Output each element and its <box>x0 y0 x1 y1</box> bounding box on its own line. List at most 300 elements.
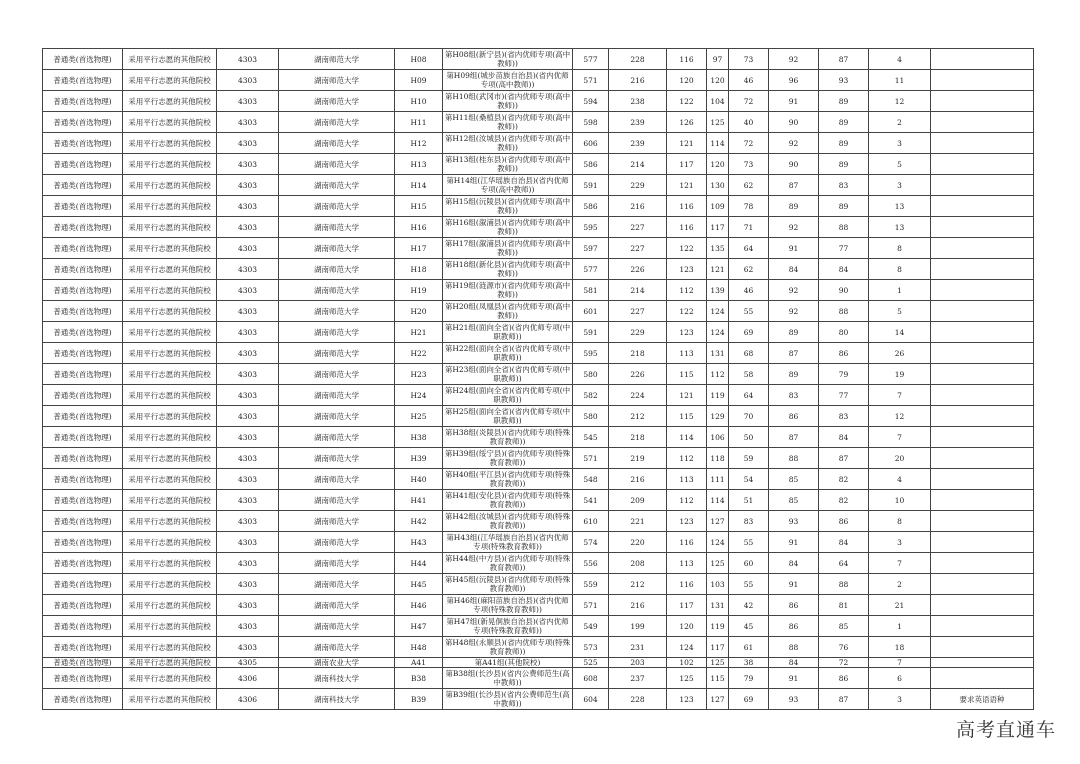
school-code-cell: 4303 <box>217 427 279 448</box>
school-code-cell: 4303 <box>217 595 279 616</box>
group-name-cell: 第H22组(面向全省)(省内优师专项(中职教师)) <box>443 343 573 364</box>
group-name-cell: 第H23组(面向全省)(省内优师专项(中职教师)) <box>443 364 573 385</box>
note-cell <box>931 595 1034 616</box>
elective2-score-cell: 91 <box>769 91 819 112</box>
batch-cell: 采用平行志愿的其他院校 <box>123 427 217 448</box>
subject-score-cell: 97 <box>707 49 729 70</box>
chinese-math-score-cell: 224 <box>609 385 667 406</box>
table-row <box>43 364 1034 385</box>
school-code-cell: 4303 <box>217 637 279 658</box>
group-name-cell: 第H09组(城步苗族自治县)(省内优师专项(高中教师)) <box>443 70 573 91</box>
min-score-cell: 571 <box>573 70 609 91</box>
chinese-math-score-cell: 227 <box>609 301 667 322</box>
group-code-cell: H17 <box>395 238 443 259</box>
table-row <box>43 343 1034 364</box>
subject-score-cell: 131 <box>707 343 729 364</box>
english-score-cell: 113 <box>667 553 707 574</box>
min-score-cell: 580 <box>573 364 609 385</box>
school-name-cell: 湖南师范大学 <box>279 133 395 154</box>
elective2-score-cell: 92 <box>769 217 819 238</box>
table-row <box>43 217 1034 238</box>
min-score-cell: 604 <box>573 689 609 710</box>
type-cell: 普通类(首选物理) <box>43 154 123 175</box>
school-code-cell: 4303 <box>217 385 279 406</box>
elective2-score-cell: 92 <box>769 280 819 301</box>
type-cell: 普通类(首选物理) <box>43 322 123 343</box>
school-name-cell: 湖南师范大学 <box>279 238 395 259</box>
type-cell: 普通类(首选物理) <box>43 637 123 658</box>
elective2-score-cell: 89 <box>769 364 819 385</box>
note-cell <box>931 532 1034 553</box>
batch-cell: 采用平行志愿的其他院校 <box>123 196 217 217</box>
subject-score-cell: 114 <box>707 133 729 154</box>
group-name-cell: 第H46组(麻阳苗族自治县)(省内优师专项(特殊教育教师)) <box>443 595 573 616</box>
count-cell: 1 <box>869 616 931 637</box>
school-code-cell: 4303 <box>217 280 279 301</box>
table-row <box>43 133 1034 154</box>
table-row <box>43 259 1034 280</box>
admission-table-sheet <box>42 48 1034 710</box>
elective2-score-cell: 89 <box>769 322 819 343</box>
note-cell <box>931 238 1034 259</box>
note-cell <box>931 133 1034 154</box>
elective2-score-cell: 96 <box>769 70 819 91</box>
english-score-cell: 113 <box>667 469 707 490</box>
elective2-score-cell: 93 <box>769 511 819 532</box>
school-name-cell: 湖南师范大学 <box>279 616 395 637</box>
chinese-math-score-cell: 239 <box>609 133 667 154</box>
min-score-cell: 595 <box>573 217 609 238</box>
subject-score-cell: 114 <box>707 490 729 511</box>
chinese-math-score-cell: 220 <box>609 532 667 553</box>
chinese-math-score-cell: 216 <box>609 196 667 217</box>
chinese-math-score-cell: 239 <box>609 112 667 133</box>
english-score-cell: 117 <box>667 154 707 175</box>
school-code-cell: 4303 <box>217 91 279 112</box>
min-score-cell: 598 <box>573 112 609 133</box>
count-cell: 11 <box>869 70 931 91</box>
batch-cell: 采用平行志愿的其他院校 <box>123 301 217 322</box>
note-cell <box>931 574 1034 595</box>
group-code-cell: H12 <box>395 133 443 154</box>
elective2-score-cell: 87 <box>769 175 819 196</box>
elective2-score-cell: 90 <box>769 154 819 175</box>
elective-score-cell: 78 <box>729 196 769 217</box>
english-score-cell: 122 <box>667 301 707 322</box>
elective-score-cell: 70 <box>729 406 769 427</box>
group-code-cell: H19 <box>395 280 443 301</box>
type-cell: 普通类(首选物理) <box>43 406 123 427</box>
batch-cell: 采用平行志愿的其他院校 <box>123 595 217 616</box>
elective2-score-cell: 92 <box>769 49 819 70</box>
school-code-cell: 4303 <box>217 301 279 322</box>
note-cell <box>931 511 1034 532</box>
subject-score-cell: 127 <box>707 689 729 710</box>
subject-score-cell: 109 <box>707 196 729 217</box>
type-cell: 普通类(首选物理) <box>43 616 123 637</box>
school-name-cell: 湖南师范大学 <box>279 343 395 364</box>
group-name-cell: 第H24组(面向全省)(省内优师专项(中职教师)) <box>443 385 573 406</box>
chinese-math-score-cell: 229 <box>609 322 667 343</box>
table-row <box>43 616 1034 637</box>
elective2-score-cell: 89 <box>769 196 819 217</box>
note-cell <box>931 49 1034 70</box>
min-score-cell: 601 <box>573 301 609 322</box>
elective-score-cell: 46 <box>729 70 769 91</box>
group-code-cell: H42 <box>395 511 443 532</box>
school-name-cell: 湖南科技大学 <box>279 668 395 689</box>
chinese-math-score-cell: 208 <box>609 553 667 574</box>
group-name-cell: 第H25组(面向全省)(省内优师专项(中职教师)) <box>443 406 573 427</box>
note-cell <box>931 427 1034 448</box>
subject-score-cell: 125 <box>707 658 729 668</box>
elective3-score-cell: 64 <box>819 553 869 574</box>
count-cell: 7 <box>869 553 931 574</box>
school-name-cell: 湖南师范大学 <box>279 175 395 196</box>
note-cell <box>931 490 1034 511</box>
count-cell: 13 <box>869 217 931 238</box>
group-name-cell: 第H12组(汝城县)(省内优师专项(高中教师)) <box>443 133 573 154</box>
batch-cell: 采用平行志愿的其他院校 <box>123 406 217 427</box>
batch-cell: 采用平行志愿的其他院校 <box>123 280 217 301</box>
elective3-score-cell: 86 <box>819 343 869 364</box>
elective2-score-cell: 93 <box>769 689 819 710</box>
elective3-score-cell: 90 <box>819 280 869 301</box>
batch-cell: 采用平行志愿的其他院校 <box>123 364 217 385</box>
elective2-score-cell: 86 <box>769 406 819 427</box>
table-row <box>43 301 1034 322</box>
elective-score-cell: 60 <box>729 553 769 574</box>
elective-score-cell: 50 <box>729 427 769 448</box>
elective3-score-cell: 77 <box>819 238 869 259</box>
subject-score-cell: 135 <box>707 238 729 259</box>
group-code-cell: B39 <box>395 689 443 710</box>
type-cell: 普通类(首选物理) <box>43 343 123 364</box>
group-code-cell: H43 <box>395 532 443 553</box>
elective-score-cell: 73 <box>729 154 769 175</box>
school-name-cell: 湖南师范大学 <box>279 112 395 133</box>
english-score-cell: 121 <box>667 385 707 406</box>
group-code-cell: H40 <box>395 469 443 490</box>
elective-score-cell: 64 <box>729 385 769 406</box>
chinese-math-score-cell: 229 <box>609 175 667 196</box>
type-cell: 普通类(首选物理) <box>43 595 123 616</box>
batch-cell: 采用平行志愿的其他院校 <box>123 448 217 469</box>
subject-score-cell: 139 <box>707 280 729 301</box>
school-name-cell: 湖南师范大学 <box>279 448 395 469</box>
school-code-cell: 4303 <box>217 238 279 259</box>
english-score-cell: 112 <box>667 448 707 469</box>
group-name-cell: 第H42组(汝城县)(省内优师专项(特殊教育教师)) <box>443 511 573 532</box>
min-score-cell: 581 <box>573 280 609 301</box>
note-cell <box>931 154 1034 175</box>
type-cell: 普通类(首选物理) <box>43 490 123 511</box>
group-code-cell: H45 <box>395 574 443 595</box>
min-score-cell: 571 <box>573 595 609 616</box>
group-code-cell: B38 <box>395 668 443 689</box>
count-cell: 4 <box>869 49 931 70</box>
elective2-score-cell: 91 <box>769 574 819 595</box>
table-row <box>43 280 1034 301</box>
subject-score-cell: 130 <box>707 175 729 196</box>
batch-cell: 采用平行志愿的其他院校 <box>123 259 217 280</box>
table-row <box>43 49 1034 70</box>
elective2-score-cell: 87 <box>769 343 819 364</box>
group-name-cell: 第H11组(桑植县)(省内优师专项(高中教师)) <box>443 112 573 133</box>
note-cell <box>931 469 1034 490</box>
group-code-cell: H18 <box>395 259 443 280</box>
batch-cell: 采用平行志愿的其他院校 <box>123 91 217 112</box>
chinese-math-score-cell: 216 <box>609 469 667 490</box>
school-name-cell: 湖南师范大学 <box>279 385 395 406</box>
count-cell: 8 <box>869 238 931 259</box>
chinese-math-score-cell: 214 <box>609 154 667 175</box>
elective2-score-cell: 90 <box>769 112 819 133</box>
school-code-cell: 4303 <box>217 574 279 595</box>
table-row <box>43 427 1034 448</box>
batch-cell: 采用平行志愿的其他院校 <box>123 217 217 238</box>
elective-score-cell: 55 <box>729 532 769 553</box>
type-cell: 普通类(首选物理) <box>43 238 123 259</box>
note-cell <box>931 70 1034 91</box>
table-row <box>43 70 1034 91</box>
count-cell: 2 <box>869 574 931 595</box>
table-row <box>43 112 1034 133</box>
english-score-cell: 122 <box>667 238 707 259</box>
school-name-cell: 湖南师范大学 <box>279 364 395 385</box>
elective3-score-cell: 88 <box>819 574 869 595</box>
school-code-cell: 4303 <box>217 511 279 532</box>
chinese-math-score-cell: 199 <box>609 616 667 637</box>
group-name-cell: 第H39组(绥宁县)(省内优师专项(特殊教育教师)) <box>443 448 573 469</box>
elective3-score-cell: 83 <box>819 406 869 427</box>
subject-score-cell: 112 <box>707 364 729 385</box>
group-code-cell: H48 <box>395 637 443 658</box>
chinese-math-score-cell: 218 <box>609 427 667 448</box>
subject-score-cell: 121 <box>707 259 729 280</box>
note-cell <box>931 668 1034 689</box>
group-code-cell: H38 <box>395 427 443 448</box>
min-score-cell: 545 <box>573 427 609 448</box>
group-code-cell: H46 <box>395 595 443 616</box>
group-name-cell: 第H44组(中方县)(省内优师专项(特殊教育教师)) <box>443 553 573 574</box>
batch-cell: 采用平行志愿的其他院校 <box>123 689 217 710</box>
batch-cell: 采用平行志愿的其他院校 <box>123 238 217 259</box>
elective3-score-cell: 81 <box>819 595 869 616</box>
elective-score-cell: 73 <box>729 49 769 70</box>
type-cell: 普通类(首选物理) <box>43 301 123 322</box>
elective3-score-cell: 86 <box>819 668 869 689</box>
chinese-math-score-cell: 219 <box>609 448 667 469</box>
elective3-score-cell: 79 <box>819 364 869 385</box>
school-name-cell: 湖南师范大学 <box>279 154 395 175</box>
elective-score-cell: 68 <box>729 343 769 364</box>
group-name-cell: 第H48组(永顺县)(省内优师专项(特殊教育教师)) <box>443 637 573 658</box>
table-row <box>43 322 1034 343</box>
min-score-cell: 610 <box>573 511 609 532</box>
english-score-cell: 121 <box>667 175 707 196</box>
min-score-cell: 571 <box>573 448 609 469</box>
note-cell <box>931 322 1034 343</box>
group-name-cell: 第B38组(长沙县)(省内公费师范生(高中教师)) <box>443 668 573 689</box>
subject-score-cell: 120 <box>707 70 729 91</box>
note-cell <box>931 259 1034 280</box>
english-score-cell: 123 <box>667 259 707 280</box>
count-cell: 26 <box>869 343 931 364</box>
elective3-score-cell: 82 <box>819 490 869 511</box>
subject-score-cell: 119 <box>707 616 729 637</box>
english-score-cell: 115 <box>667 406 707 427</box>
table-row <box>43 668 1034 689</box>
count-cell: 4 <box>869 469 931 490</box>
chinese-math-score-cell: 227 <box>609 238 667 259</box>
group-name-cell: 第H21组(面向全省)(省内优师专项(中职教师)) <box>443 322 573 343</box>
english-score-cell: 123 <box>667 322 707 343</box>
group-code-cell: A41 <box>395 658 443 668</box>
chinese-math-score-cell: 203 <box>609 658 667 668</box>
min-score-cell: 574 <box>573 532 609 553</box>
english-score-cell: 124 <box>667 637 707 658</box>
min-score-cell: 591 <box>573 175 609 196</box>
subject-score-cell: 127 <box>707 511 729 532</box>
school-code-cell: 4303 <box>217 217 279 238</box>
count-cell: 5 <box>869 154 931 175</box>
elective-score-cell: 46 <box>729 280 769 301</box>
subject-score-cell: 118 <box>707 448 729 469</box>
batch-cell: 采用平行志愿的其他院校 <box>123 532 217 553</box>
type-cell: 普通类(首选物理) <box>43 658 123 668</box>
english-score-cell: 113 <box>667 343 707 364</box>
table-row <box>43 154 1034 175</box>
table-row <box>43 469 1034 490</box>
group-code-cell: H23 <box>395 364 443 385</box>
type-cell: 普通类(首选物理) <box>43 689 123 710</box>
min-score-cell: 582 <box>573 385 609 406</box>
school-name-cell: 湖南师范大学 <box>279 70 395 91</box>
min-score-cell: 577 <box>573 49 609 70</box>
batch-cell: 采用平行志愿的其他院校 <box>123 668 217 689</box>
english-score-cell: 116 <box>667 196 707 217</box>
batch-cell: 采用平行志愿的其他院校 <box>123 154 217 175</box>
school-code-cell: 4303 <box>217 196 279 217</box>
min-score-cell: 541 <box>573 490 609 511</box>
school-code-cell: 4306 <box>217 668 279 689</box>
elective3-score-cell: 93 <box>819 70 869 91</box>
subject-score-cell: 106 <box>707 427 729 448</box>
elective3-score-cell: 88 <box>819 217 869 238</box>
table-row <box>43 689 1034 710</box>
group-name-cell: 第H19组(涟源市)(省内优师专项(高中教师)) <box>443 280 573 301</box>
english-score-cell: 116 <box>667 217 707 238</box>
group-code-cell: H09 <box>395 70 443 91</box>
note-cell <box>931 175 1034 196</box>
note-cell <box>931 112 1034 133</box>
count-cell: 13 <box>869 196 931 217</box>
count-cell: 12 <box>869 406 931 427</box>
elective2-score-cell: 84 <box>769 259 819 280</box>
type-cell: 普通类(首选物理) <box>43 70 123 91</box>
watermark-logo <box>956 715 1056 742</box>
table-body <box>43 49 1034 710</box>
note-cell <box>931 553 1034 574</box>
elective2-score-cell: 86 <box>769 595 819 616</box>
chinese-math-score-cell: 216 <box>609 595 667 616</box>
elective-score-cell: 69 <box>729 689 769 710</box>
school-name-cell: 湖南师范大学 <box>279 280 395 301</box>
type-cell: 普通类(首选物理) <box>43 385 123 406</box>
count-cell: 7 <box>869 385 931 406</box>
school-name-cell: 湖南科技大学 <box>279 689 395 710</box>
count-cell: 3 <box>869 133 931 154</box>
min-score-cell: 548 <box>573 469 609 490</box>
school-code-cell: 4303 <box>217 490 279 511</box>
school-name-cell: 湖南师范大学 <box>279 406 395 427</box>
count-cell: 7 <box>869 658 931 668</box>
subject-score-cell: 125 <box>707 553 729 574</box>
school-code-cell: 4303 <box>217 532 279 553</box>
group-name-cell: 第B39组(长沙县)(省内公费师范生(高中教师)) <box>443 689 573 710</box>
type-cell: 普通类(首选物理) <box>43 469 123 490</box>
subject-score-cell: 117 <box>707 217 729 238</box>
school-name-cell: 湖南师范大学 <box>279 469 395 490</box>
elective-score-cell: 62 <box>729 175 769 196</box>
batch-cell: 采用平行志愿的其他院校 <box>123 49 217 70</box>
english-score-cell: 123 <box>667 511 707 532</box>
group-name-cell: 第H45组(沅陵县)(省内优师专项(特殊教育教师)) <box>443 574 573 595</box>
school-code-cell: 4303 <box>217 49 279 70</box>
count-cell: 7 <box>869 427 931 448</box>
school-name-cell: 湖南师范大学 <box>279 532 395 553</box>
school-code-cell: 4303 <box>217 553 279 574</box>
elective2-score-cell: 88 <box>769 637 819 658</box>
group-name-cell: 第H13组(桂东县)(省内优师专项(高中教师)) <box>443 154 573 175</box>
elective-score-cell: 83 <box>729 511 769 532</box>
elective3-score-cell: 89 <box>819 112 869 133</box>
batch-cell: 采用平行志愿的其他院校 <box>123 70 217 91</box>
school-code-cell: 4303 <box>217 616 279 637</box>
elective-score-cell: 58 <box>729 364 769 385</box>
group-code-cell: H21 <box>395 322 443 343</box>
batch-cell: 采用平行志愿的其他院校 <box>123 343 217 364</box>
type-cell: 普通类(首选物理) <box>43 259 123 280</box>
chinese-math-score-cell: 238 <box>609 91 667 112</box>
elective2-score-cell: 87 <box>769 427 819 448</box>
type-cell: 普通类(首选物理) <box>43 553 123 574</box>
chinese-math-score-cell: 212 <box>609 406 667 427</box>
group-code-cell: H41 <box>395 490 443 511</box>
note-cell <box>931 343 1034 364</box>
count-cell: 3 <box>869 175 931 196</box>
elective3-score-cell: 86 <box>819 511 869 532</box>
min-score-cell: 556 <box>573 553 609 574</box>
subject-score-cell: 125 <box>707 112 729 133</box>
english-score-cell: 114 <box>667 427 707 448</box>
school-name-cell: 湖南师范大学 <box>279 511 395 532</box>
group-name-cell: 第H16组(溆浦县)(省内优师专项(高中教师)) <box>443 217 573 238</box>
count-cell: 3 <box>869 689 931 710</box>
school-name-cell: 湖南师范大学 <box>279 595 395 616</box>
school-name-cell: 湖南师范大学 <box>279 259 395 280</box>
note-cell <box>931 301 1034 322</box>
school-name-cell: 湖南师范大学 <box>279 49 395 70</box>
chinese-math-score-cell: 228 <box>609 689 667 710</box>
english-score-cell: 121 <box>667 133 707 154</box>
note-cell <box>931 217 1034 238</box>
type-cell: 普通类(首选物理) <box>43 532 123 553</box>
type-cell: 普通类(首选物理) <box>43 112 123 133</box>
count-cell: 19 <box>869 364 931 385</box>
english-score-cell: 116 <box>667 49 707 70</box>
